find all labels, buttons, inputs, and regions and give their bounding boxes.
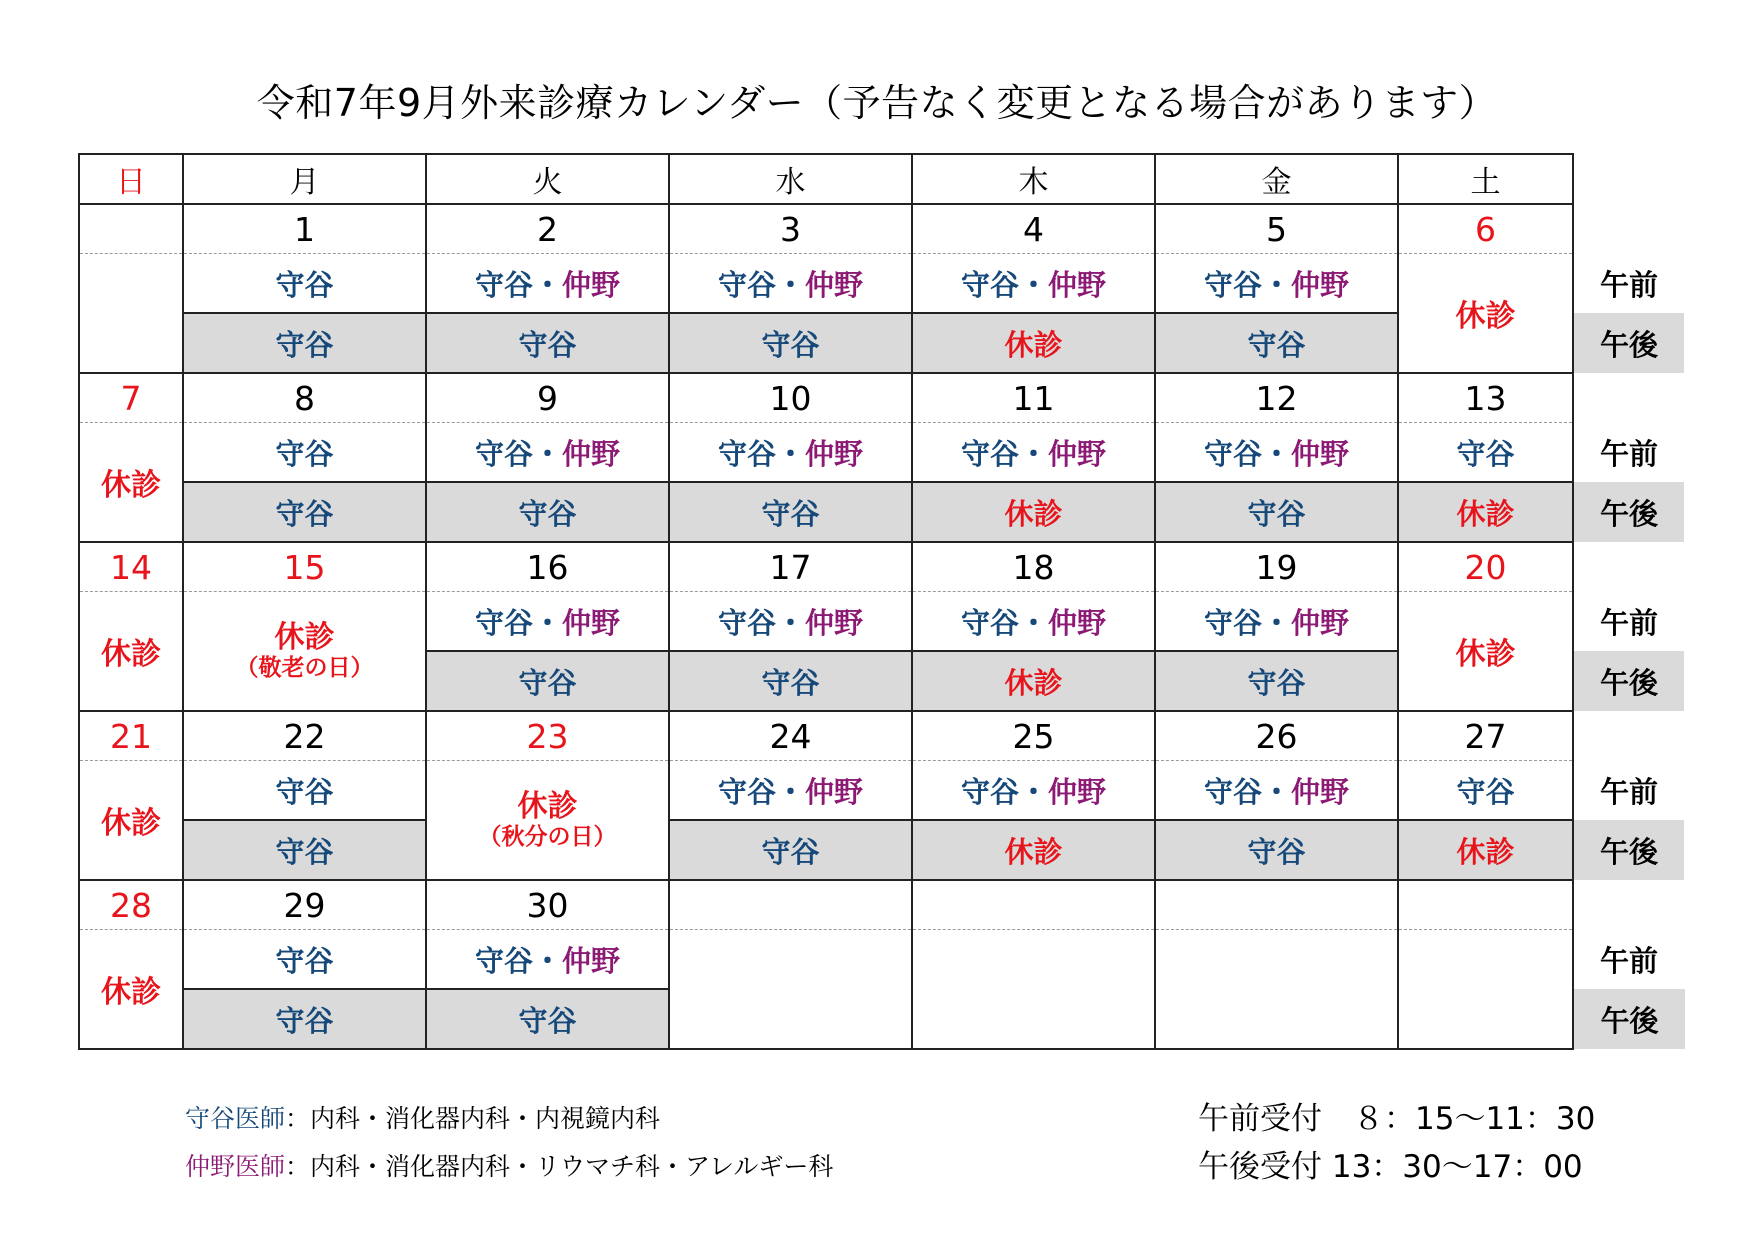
date-cell: 7 <box>79 373 183 423</box>
doctor-moriya: 守谷 <box>960 267 1019 302</box>
date-cell: 13 <box>1398 373 1573 423</box>
date-cell: 12 <box>1155 373 1398 423</box>
doctor-nakano: 仲野 <box>805 267 864 302</box>
schedule-cell: 守谷 <box>426 482 669 542</box>
schedule-cell: 守谷 <box>669 651 912 711</box>
holiday-name: （秋分の日） <box>478 824 617 850</box>
schedule-cell <box>1155 423 1398 483</box>
weekday-saturday: 土 <box>1398 154 1573 204</box>
am-label: 午前 <box>1599 267 1658 302</box>
doctor-moriya: 守谷 <box>1203 267 1262 302</box>
date-cell: 2 <box>426 204 669 254</box>
date-cell: 20 <box>1398 542 1573 592</box>
date-cell: 4 <box>912 204 1155 254</box>
separator: ・ <box>1261 267 1291 302</box>
holiday-cell <box>183 592 426 712</box>
doctor-moriya: 守谷 <box>1203 605 1262 640</box>
doctor-nakano: 仲野 <box>805 774 864 809</box>
doctor-moriya: 守谷 <box>717 267 776 302</box>
pm-label: 午後 <box>1573 313 1685 373</box>
separator: ・ <box>532 943 562 978</box>
separator: ・ <box>1261 436 1291 471</box>
pm-reception-hours: 午後受付 13：30～17：00 <box>1198 1149 1583 1185</box>
closed-cell: 休診 <box>79 592 183 712</box>
doctor-legend <box>185 1095 833 1191</box>
doctor-nakano: 仲野 <box>562 943 621 978</box>
schedule-cell: 守谷 <box>1398 423 1573 483</box>
separator: ・ <box>775 267 805 302</box>
week1-am-row <box>79 254 1685 314</box>
date-cell: 3 <box>669 204 912 254</box>
schedule-cell <box>426 423 669 483</box>
week4-am-row <box>79 761 1685 821</box>
closed-cell: 休診 <box>79 423 183 543</box>
schedule-cell: 守谷 <box>1398 761 1573 821</box>
holiday-cell <box>426 761 669 881</box>
separator: ・ <box>532 267 562 302</box>
schedule-cell: 守谷 <box>1155 482 1398 542</box>
schedule-cell <box>426 592 669 652</box>
week3-date-row <box>79 542 1685 592</box>
separator: ・ <box>775 605 805 640</box>
schedule-cell <box>669 423 912 483</box>
weekday-friday: 金 <box>1155 154 1398 204</box>
separator: ・ <box>1261 605 1291 640</box>
empty-cell <box>669 930 912 1050</box>
pm-label: 午後 <box>1573 820 1685 880</box>
empty-cell <box>1155 930 1398 1050</box>
doctor-moriya: 守谷 <box>275 267 334 302</box>
doctor-moriya: 守谷 <box>474 267 533 302</box>
empty-cell <box>669 880 912 930</box>
doctor-moriya: 守谷 <box>1203 774 1262 809</box>
date-cell: 6 <box>1398 204 1573 254</box>
date-cell: 15 <box>183 542 426 592</box>
doctor-moriya: 守谷 <box>1203 436 1262 471</box>
schedule-cell: 守谷 <box>1155 313 1398 373</box>
date-cell: 14 <box>79 542 183 592</box>
closed-label: 休診 <box>517 789 578 824</box>
date-cell: 17 <box>669 542 912 592</box>
date-cell: 10 <box>669 373 912 423</box>
page-title: 令和7年9月外来診療カレンダー（予告なく変更となる場合があります） <box>256 81 1498 125</box>
closed-cell: 休診 <box>79 930 183 1050</box>
schedule-cell <box>426 930 669 990</box>
schedule-cell: 守谷 <box>183 930 426 990</box>
doctor-moriya: 守谷 <box>717 605 776 640</box>
schedule-cell: 守谷 <box>1155 820 1398 880</box>
separator: ・ <box>532 605 562 640</box>
closed-cell: 休診 <box>912 313 1155 373</box>
date-cell: 25 <box>912 711 1155 761</box>
closed-cell: 休診 <box>79 761 183 881</box>
side-spacer <box>1573 204 1685 254</box>
schedule-cell <box>183 254 426 314</box>
am-label: 午前 <box>1599 436 1658 471</box>
schedule-cell <box>1155 761 1398 821</box>
doctor-nakano: 仲野 <box>1291 436 1350 471</box>
schedule-cell <box>669 592 912 652</box>
separator: ・ <box>1261 774 1291 809</box>
doctor-moriya: 守谷 <box>960 774 1019 809</box>
closed-label: 休診 <box>274 620 335 655</box>
schedule-cell <box>912 254 1155 314</box>
schedule-cell <box>912 592 1155 652</box>
pm-label: 午後 <box>1573 482 1685 542</box>
am-label: 午前 <box>1599 774 1658 809</box>
date-cell: 1 <box>183 204 426 254</box>
closed-cell: 休診 <box>912 482 1155 542</box>
schedule-cell: 守谷 <box>669 313 912 373</box>
am-label: 午前 <box>1599 943 1658 978</box>
closed-cell: 休診 <box>912 820 1155 880</box>
separator: ・ <box>1018 436 1048 471</box>
weekday-header-row <box>79 154 1685 204</box>
week1-date-row <box>79 204 1685 254</box>
schedule-cell <box>912 423 1155 483</box>
schedule-cell: 守谷 <box>426 651 669 711</box>
date-cell: 16 <box>426 542 669 592</box>
weekday-wednesday: 水 <box>669 154 912 204</box>
doctor-nakano: 仲野 <box>562 605 621 640</box>
legend-moriya-specialty: ：内科・消化器内科・内視鏡内科 <box>285 1104 661 1133</box>
doctor-nakano: 仲野 <box>805 605 864 640</box>
am-reception-hours: 午前受付 ８：15～11：30 <box>1198 1101 1596 1137</box>
date-cell: 8 <box>183 373 426 423</box>
week2-date-row <box>79 373 1685 423</box>
empty-cell <box>1155 880 1398 930</box>
doctor-nakano: 仲野 <box>1048 605 1107 640</box>
doctor-nakano: 仲野 <box>562 436 621 471</box>
date-cell: 21 <box>79 711 183 761</box>
doctor-moriya: 守谷 <box>960 605 1019 640</box>
doctor-moriya: 守谷 <box>474 943 533 978</box>
closed-cell: 休診 <box>1398 482 1573 542</box>
side-spacer <box>1573 711 1685 761</box>
date-cell: 22 <box>183 711 426 761</box>
closed-cell: 休診 <box>1398 254 1573 374</box>
schedule-cell <box>426 254 669 314</box>
doctor-moriya: 守谷 <box>717 436 776 471</box>
separator: ・ <box>1018 267 1048 302</box>
week2-am-row <box>79 423 1685 483</box>
schedule-cell: 守谷 <box>183 761 426 821</box>
separator: ・ <box>532 436 562 471</box>
date-cell: 24 <box>669 711 912 761</box>
am-label: 午前 <box>1599 605 1658 640</box>
date-cell: 23 <box>426 711 669 761</box>
schedule-cell <box>1155 254 1398 314</box>
separator: ・ <box>775 436 805 471</box>
doctor-nakano: 仲野 <box>1291 605 1350 640</box>
date-cell: 27 <box>1398 711 1573 761</box>
schedule-cell: 守谷 <box>426 989 669 1049</box>
doctor-nakano: 仲野 <box>562 267 621 302</box>
doctor-nakano: 仲野 <box>1291 267 1350 302</box>
empty-cell <box>79 254 183 374</box>
empty-cell <box>912 930 1155 1050</box>
date-cell: 29 <box>183 880 426 930</box>
schedule-cell: 守谷 <box>183 820 426 880</box>
doctor-nakano: 仲野 <box>1048 267 1107 302</box>
date-cell: 18 <box>912 542 1155 592</box>
schedule-cell <box>1155 592 1398 652</box>
date-cell: 5 <box>1155 204 1398 254</box>
schedule-cell: 守谷 <box>183 482 426 542</box>
date-cell: 9 <box>426 373 669 423</box>
separator: ・ <box>1018 605 1048 640</box>
schedule-cell: 守谷 <box>183 989 426 1049</box>
closed-cell: 休診 <box>912 651 1155 711</box>
legend-nakano-specialty: ：内科・消化器内科・リウマチ科・アレルギー科 <box>285 1152 834 1181</box>
pm-label: 午後 <box>1573 651 1685 711</box>
doctor-nakano: 仲野 <box>1291 774 1350 809</box>
doctor-nakano: 仲野 <box>1048 436 1107 471</box>
week2-pm-row <box>79 482 1685 542</box>
holiday-name: （敬老の日） <box>235 655 374 681</box>
side-spacer <box>1573 542 1685 592</box>
date-cell: 28 <box>79 880 183 930</box>
schedule-cell <box>912 761 1155 821</box>
doctor-moriya: 守谷 <box>474 605 533 640</box>
separator: ・ <box>1018 774 1048 809</box>
empty-cell <box>1398 930 1573 1050</box>
doctor-moriya: 守谷 <box>474 436 533 471</box>
empty-cell <box>912 880 1155 930</box>
date-cell: 19 <box>1155 542 1398 592</box>
legend-row-moriya <box>185 1095 833 1143</box>
date-cell: 11 <box>912 373 1155 423</box>
separator: ・ <box>775 774 805 809</box>
schedule-cell: 守谷 <box>669 820 912 880</box>
doctor-moriya: 守谷 <box>960 436 1019 471</box>
legend-row-nakano <box>185 1143 833 1191</box>
schedule-cell: 守谷 <box>669 482 912 542</box>
week4-pm-row <box>79 820 1685 880</box>
closed-cell: 休診 <box>1398 820 1573 880</box>
weekday-tuesday: 火 <box>426 154 669 204</box>
week5-date-row <box>79 880 1685 930</box>
weekday-thursday: 木 <box>912 154 1155 204</box>
side-spacer <box>1573 880 1685 930</box>
week4-date-row <box>79 711 1685 761</box>
legend-nakano-doctor: 仲野医師 <box>185 1152 286 1181</box>
schedule-cell: 守谷 <box>183 423 426 483</box>
schedule-cell <box>669 254 912 314</box>
week3-am-row <box>79 592 1685 652</box>
calendar-table <box>78 153 1686 1050</box>
schedule-cell: 守谷 <box>426 313 669 373</box>
date-cell <box>79 204 183 254</box>
side-spacer <box>1573 373 1685 423</box>
header-spacer <box>1573 154 1685 204</box>
schedule-cell <box>669 761 912 821</box>
reception-hours <box>1198 1095 1595 1191</box>
doctor-moriya: 守谷 <box>717 774 776 809</box>
schedule-cell: 守谷 <box>1155 651 1398 711</box>
week5-am-row <box>79 930 1685 990</box>
doctor-nakano: 仲野 <box>805 436 864 471</box>
date-cell: 30 <box>426 880 669 930</box>
legend-moriya-doctor: 守谷医師 <box>185 1104 286 1133</box>
date-cell: 26 <box>1155 711 1398 761</box>
pm-label: 午後 <box>1573 989 1685 1049</box>
doctor-nakano: 仲野 <box>1048 774 1107 809</box>
weekday-monday: 月 <box>183 154 426 204</box>
empty-cell <box>1398 880 1573 930</box>
closed-cell: 休診 <box>1398 592 1573 712</box>
weekday-sunday: 日 <box>79 154 183 204</box>
schedule-cell: 守谷 <box>183 313 426 373</box>
